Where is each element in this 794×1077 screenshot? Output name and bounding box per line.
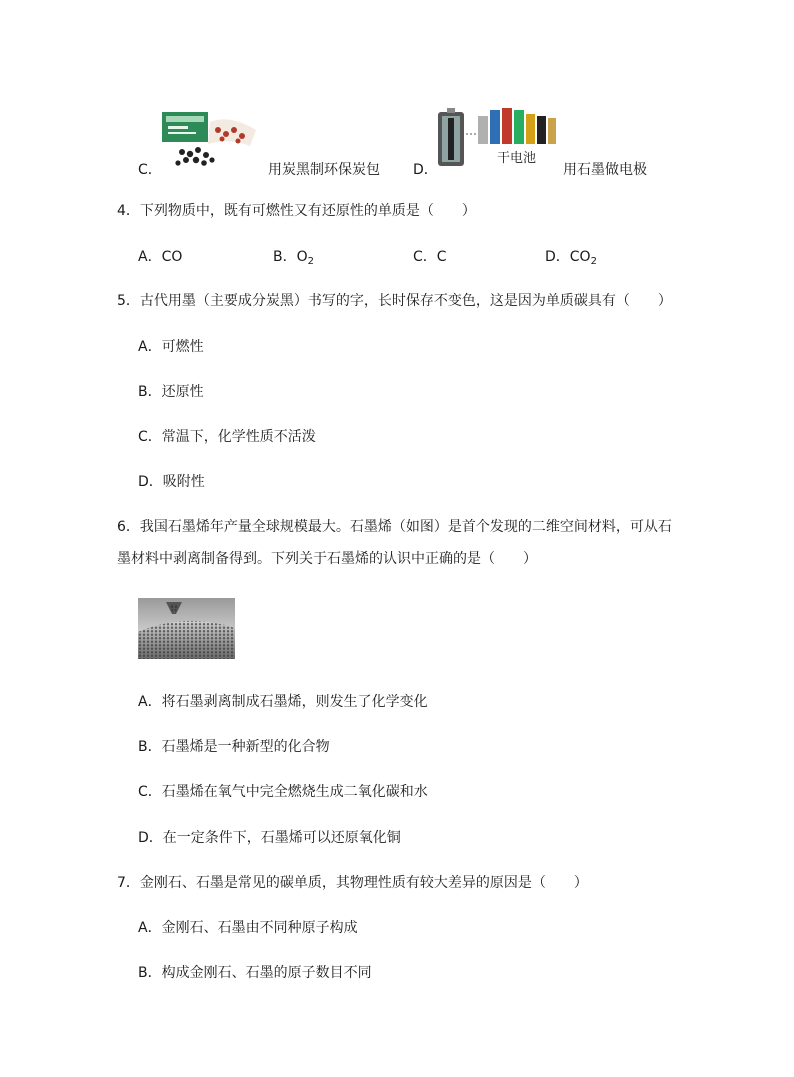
q4-option-d-sub: 2: [590, 256, 597, 267]
carbon-bag-image: [160, 108, 260, 170]
q6-stem-line1: 6．我国石墨烯年产量全球规模最大。石墨烯（如图）是首个发现的二维空间材料，可从石: [117, 519, 672, 535]
q5-option-c: C．常温下，化学性质不活泼: [138, 429, 316, 445]
q4-stem: 4．下列物质中，既有可燃性又有还原性的单质是（ ）: [117, 203, 476, 219]
q4-option-d-text: D．CO: [545, 249, 591, 265]
q4-option-c: C．C: [413, 249, 447, 265]
q6-option-b: B．石墨烯是一种新型的化合物: [138, 739, 330, 755]
q5-option-d: D．吸附性: [138, 474, 205, 490]
q7-stem: 7．金刚石、石墨是常见的碳单质，其物理性质有较大差异的原因是（ ）: [117, 875, 588, 891]
q3-option-d-text: 用石墨做电极: [563, 162, 647, 178]
q6-option-c: C．石墨烯在氧气中完全燃烧生成二氧化碳和水: [138, 784, 428, 800]
q4-option-b: [273, 248, 314, 266]
q5-stem: 5．古代用墨（主要成分炭黑）书写的字，长时保存不变色，这是因为单质碳具有（ ）: [117, 293, 672, 309]
q4-option-b-text: B．O: [273, 249, 308, 265]
q4-option-d: [545, 248, 597, 266]
q3-option-d-letter: D．: [413, 162, 438, 178]
q6-option-a: A．将石墨剥离制成石墨烯，则发生了化学变化: [138, 694, 428, 710]
q4-option-b-sub: 2: [307, 256, 314, 267]
q5-option-b: B．还原性: [138, 384, 204, 400]
graphene-image: [138, 598, 235, 659]
q7-option-b: B．构成金刚石、石墨的原子数目不同: [138, 965, 372, 981]
q3-option-c-text: 用炭黑制环保炭包: [268, 162, 380, 178]
q6-stem-line2: 墨材料中剥离制备得到。下列关于石墨烯的认识中正确的是（ ）: [117, 551, 537, 567]
q4-option-a: A．CO: [138, 249, 183, 265]
q3-option-c-letter: C．: [138, 162, 162, 178]
battery-caption: 干电池: [497, 151, 537, 166]
q7-option-a: A．金刚石、石墨由不同种原子构成: [138, 920, 358, 936]
q6-option-d: D．在一定条件下，石墨烯可以还原氧化铜: [138, 830, 401, 846]
q5-option-a: A．可燃性: [138, 339, 204, 355]
